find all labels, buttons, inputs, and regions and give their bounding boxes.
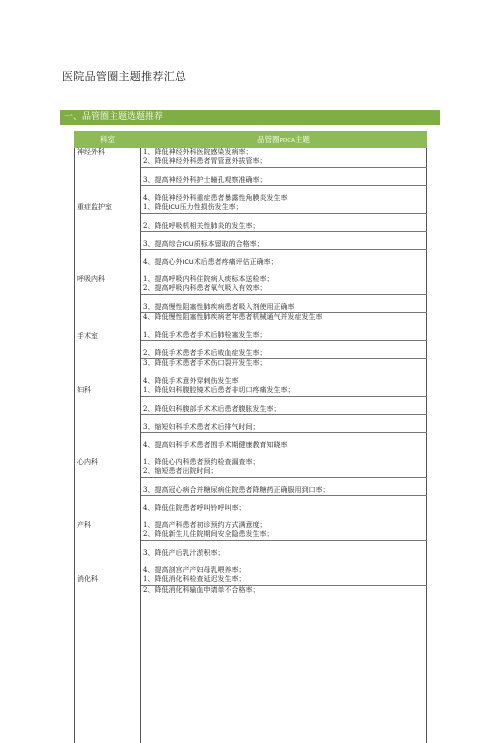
table-row xyxy=(75,478,427,496)
table-row xyxy=(75,450,427,467)
dept-cell: 重症监护室 xyxy=(75,203,141,214)
table-row xyxy=(75,467,427,478)
dept-cell: 消化科 xyxy=(75,575,141,586)
topic-cell: 3、降低产后乳汁淤积率； xyxy=(141,541,427,559)
topic-cell: 2、降低消化科输血申请单不合格率； xyxy=(141,586,427,597)
table-row xyxy=(75,541,427,559)
page-title: 医院品管圈主题推荐汇总 xyxy=(62,70,187,83)
topic-cell: 3、提高冠心病合并糖尿病住院患者降糖药正确服用到口率； xyxy=(141,478,427,496)
topic-cell: 2、缩短患者出院时间； xyxy=(141,467,427,478)
dept-cell: 心内科 xyxy=(75,450,141,467)
table-row xyxy=(75,284,427,295)
table-row xyxy=(75,433,427,451)
table-row xyxy=(75,415,427,433)
topic-cell: 4、提高妇科手术患者围手术期健康教育知晓率 xyxy=(141,433,427,451)
dept-cell: 妇科 xyxy=(75,386,141,397)
topic-cell: 1、降低心内科患者预约检查漏查率； xyxy=(141,450,427,467)
table-row xyxy=(75,341,427,359)
topic-cell: 4、降低慢性阻塞性肺疾病老年患者机械通气并发症发生率 xyxy=(141,313,427,324)
table-row xyxy=(75,386,427,397)
header-dept: 科室 xyxy=(75,131,141,148)
table-row xyxy=(75,323,427,341)
topic-cell: 2、提高呼吸内科患者氧气吸入有效率； xyxy=(141,284,427,295)
dept-cell: 产科 xyxy=(75,513,141,530)
dept-cell: 呼吸内科 xyxy=(75,267,141,284)
header-topic-pre: 品管圈 xyxy=(257,135,280,144)
topic-cell: 4、提高剖宫产产妇母乳喂养率； xyxy=(141,558,427,575)
topic-cell: 1、降低神经外科医院感染发病率； xyxy=(141,148,427,157)
topic-cell: 1、提高呼吸内科住院病人痰标本送检率； xyxy=(141,267,427,284)
table-row xyxy=(75,186,427,204)
topic-cell: 1、提高产科患者初诊预约方式满意度； xyxy=(141,513,427,530)
dept-cell: 神经外科 xyxy=(75,148,141,157)
topic-cell: 2、降低新生儿住院期间安全隐患发生率； xyxy=(141,530,427,541)
topic-cell: 1、降低消化科检查延迟发生率； xyxy=(141,575,427,586)
topic-cell: 4、降低手术意外穿刺伤发生率 xyxy=(141,369,427,386)
table-row xyxy=(75,359,427,370)
header-topic-post: 主题 xyxy=(294,135,310,144)
topic-cell: 1、降低手术患者手术后肺栓塞发生率； xyxy=(141,323,427,341)
topic-cell: 3、提高神经外科护士瞳孔观察准确率； xyxy=(141,168,427,186)
table-row xyxy=(75,530,427,541)
table-row xyxy=(75,586,427,597)
dept-cell: 手术室 xyxy=(75,323,141,341)
header-topic-small: PDCA xyxy=(279,138,295,144)
table-row xyxy=(75,295,427,313)
table-row xyxy=(75,168,427,186)
table-row xyxy=(75,397,427,415)
table-row xyxy=(75,232,427,250)
topic-cell: 3、提高慢性阻塞性肺疾病患者吸入剂使用正确率 xyxy=(141,295,427,313)
section-heading: 一、品管圈主题选题推荐 xyxy=(60,110,440,125)
table-row xyxy=(75,157,427,168)
topic-cell: 2、降低呼吸机相关性肺炎的发生率； xyxy=(141,214,427,232)
table-row xyxy=(75,513,427,530)
topic-cell: 2、降低手术患者手术后败血症发生率； xyxy=(141,341,427,359)
topic-cell: 2、降低妇科腹部手术术后患者腹胀发生率； xyxy=(141,397,427,415)
header-topic xyxy=(141,131,427,148)
table-header-row xyxy=(75,131,427,148)
table-row xyxy=(75,250,427,268)
topic-cell: 3、提高综合ICU质标本留取的合格率； xyxy=(141,232,427,250)
topic-cell: 1、降低妇科腹腔镜术后患者非切口疼痛发生率； xyxy=(141,386,427,397)
table-row xyxy=(75,267,427,284)
table-row xyxy=(75,369,427,386)
topic-cell: 4、降低神经外科重症患者暴露性角膜炎发生率 xyxy=(141,186,427,204)
topic-cell: 4、降低住院患者呼叫铃呼叫率； xyxy=(141,496,427,514)
table-row xyxy=(75,558,427,575)
topic-cell: 2、降低神经外科患者胃管意外拔管率； xyxy=(141,157,427,168)
table-row xyxy=(75,496,427,514)
table-row xyxy=(75,148,427,157)
topic-cell: 3、缩短妇科手术患者术后排气时间； xyxy=(141,415,427,433)
table-row xyxy=(75,575,427,586)
topic-cell: 1、降低ICU压力性损伤发生率； xyxy=(141,203,427,214)
table-row xyxy=(75,596,427,743)
topic-table xyxy=(74,131,427,743)
topic-cell: 4、提高心外ICU术后患者疼痛评估正确率； xyxy=(141,250,427,268)
table-row xyxy=(75,214,427,232)
topic-cell: 3、降低手术患者手术伤口裂开发生率； xyxy=(141,359,427,370)
table-row xyxy=(75,203,427,214)
table-row xyxy=(75,313,427,324)
